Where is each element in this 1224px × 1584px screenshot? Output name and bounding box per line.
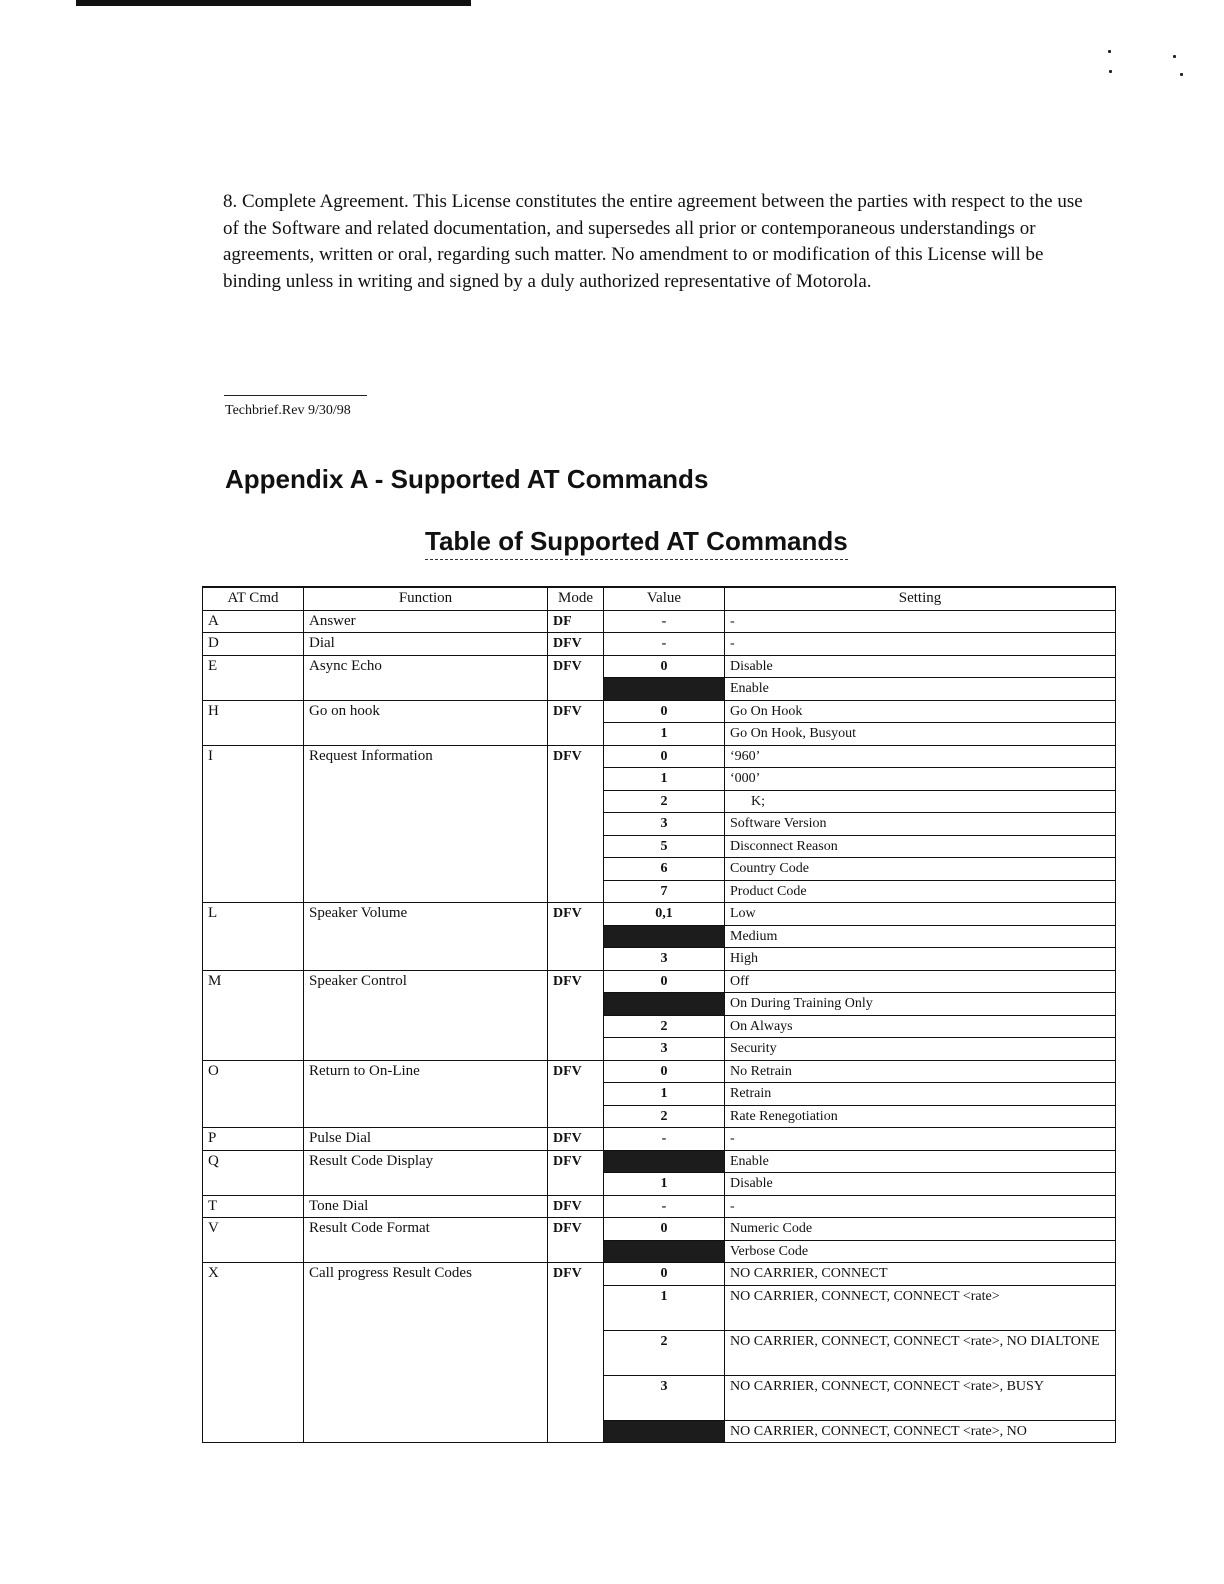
header-at-cmd: AT Cmd — [203, 587, 304, 610]
setting-cell: On During Training Only — [725, 993, 1116, 1016]
mode-cell: DFV — [548, 1195, 604, 1218]
setting-cell: Go On Hook, Busyout — [725, 723, 1116, 746]
at-commands-table — [202, 586, 1116, 1443]
setting-cell: Go On Hook — [725, 700, 1116, 723]
value-cell-shaded — [604, 993, 725, 1016]
value-cell: 1 — [604, 768, 725, 791]
table-row — [203, 1128, 1116, 1151]
setting-cell: On Always — [725, 1015, 1116, 1038]
value-cell: 0 — [604, 1218, 725, 1241]
scan-top-bar — [76, 0, 471, 6]
function-cell: Pulse Dial — [304, 1128, 548, 1151]
footnote-rule — [224, 395, 367, 396]
at-cmd-cell: D — [203, 633, 304, 656]
table-row — [203, 610, 1116, 633]
at-cmd-cell: T — [203, 1195, 304, 1218]
value-cell: 0 — [604, 1263, 725, 1286]
value-cell-shaded — [604, 1150, 725, 1173]
function-cell: Speaker Control — [304, 970, 548, 1060]
value-cell: 0 — [604, 655, 725, 678]
setting-cell: - — [725, 610, 1116, 633]
value-cell: 0 — [604, 700, 725, 723]
value-cell: 3 — [604, 1038, 725, 1061]
setting-cell: NO CARRIER, CONNECT, CONNECT <rate>, NO DIALTONE — [725, 1330, 1116, 1375]
at-cmd-cell: X — [203, 1263, 304, 1443]
table-title: Table of Supported AT Commands — [425, 526, 848, 560]
value-cell: 3 — [604, 813, 725, 836]
setting-cell: Disconnect Reason — [725, 835, 1116, 858]
function-cell: Call progress Result Codes — [304, 1263, 548, 1443]
mode-cell: DFV — [548, 1060, 604, 1128]
setting-cell: - — [725, 1128, 1116, 1151]
mode-cell: DFV — [548, 970, 604, 1060]
mode-cell: DFV — [548, 700, 604, 745]
setting-cell: Rate Renegotiation — [725, 1105, 1116, 1128]
table-row — [203, 1195, 1116, 1218]
complete-agreement-paragraph: 8. Complete Agreement. This License constitutes the entire agreement between the parties with respect to the use of the Software and related documentation, and supersedes all prior or contemporaneous understandings or agreements, written or oral, regarding such matter. No amendment to or modification of this License will be binding unless in writing and signed by a duly authorized representative of Motorola. — [223, 191, 1083, 292]
setting-cell: Security — [725, 1038, 1116, 1061]
at-cmd-cell: L — [203, 903, 304, 971]
setting-cell: Numeric Code — [725, 1218, 1116, 1241]
setting-cell: High — [725, 948, 1116, 971]
table-row — [203, 633, 1116, 656]
scan-speck — [1173, 55, 1176, 58]
value-cell: 2 — [604, 1015, 725, 1038]
at-cmd-cell: I — [203, 745, 304, 903]
appendix-heading: Appendix A - Supported AT Commands — [225, 464, 709, 494]
setting-cell: ‘960’ — [725, 745, 1116, 768]
value-cell: 2 — [604, 1330, 725, 1375]
value-cell: 1 — [604, 1285, 725, 1330]
setting-cell: NO CARRIER, CONNECT, CONNECT <rate>, BUSY — [725, 1375, 1116, 1420]
at-cmd-cell: Q — [203, 1150, 304, 1195]
mode-cell: DFV — [548, 1128, 604, 1151]
setting-cell: Software Version — [725, 813, 1116, 836]
header-mode: Mode — [548, 587, 604, 610]
value-cell-shaded — [604, 678, 725, 701]
value-cell: 3 — [604, 1375, 725, 1420]
mode-cell: DFV — [548, 745, 604, 903]
function-cell: Result Code Display — [304, 1150, 548, 1195]
scan-speck — [1180, 73, 1183, 76]
value-cell: - — [604, 1195, 725, 1218]
at-cmd-cell: M — [203, 970, 304, 1060]
table-row — [203, 700, 1116, 723]
function-cell: Tone Dial — [304, 1195, 548, 1218]
value-cell: 0,1 — [604, 903, 725, 926]
scan-speck — [1109, 70, 1112, 73]
mode-cell: DFV — [548, 1218, 604, 1263]
table-row — [203, 745, 1116, 768]
at-cmd-cell: P — [203, 1128, 304, 1151]
setting-cell: K; — [725, 790, 1116, 813]
setting-cell: Country Code — [725, 858, 1116, 881]
value-cell-shaded — [604, 1420, 725, 1443]
setting-cell: Verbose Code — [725, 1240, 1116, 1263]
table-row — [203, 1218, 1116, 1241]
mode-cell: DFV — [548, 1150, 604, 1195]
value-cell: - — [604, 610, 725, 633]
setting-cell: - — [725, 1195, 1116, 1218]
mode-cell: DFV — [548, 903, 604, 971]
at-cmd-cell: E — [203, 655, 304, 700]
table-row — [203, 1263, 1116, 1286]
header-setting: Setting — [725, 587, 1116, 610]
value-cell: 0 — [604, 970, 725, 993]
setting-cell: NO CARRIER, CONNECT, CONNECT <rate> — [725, 1285, 1116, 1330]
table-row — [203, 655, 1116, 678]
setting-cell: ‘000’ — [725, 768, 1116, 791]
setting-cell: Disable — [725, 1173, 1116, 1196]
scan-speck — [1108, 50, 1111, 53]
value-cell: 5 — [604, 835, 725, 858]
setting-cell: Disable — [725, 655, 1116, 678]
value-cell: 6 — [604, 858, 725, 881]
value-cell: - — [604, 1128, 725, 1151]
value-cell: 0 — [604, 1060, 725, 1083]
mode-cell: DFV — [548, 655, 604, 700]
value-cell: 2 — [604, 1105, 725, 1128]
table-row — [203, 903, 1116, 926]
mode-cell: DF — [548, 610, 604, 633]
function-cell: Request Information — [304, 745, 548, 903]
at-cmd-cell: V — [203, 1218, 304, 1263]
setting-cell: NO CARRIER, CONNECT — [725, 1263, 1116, 1286]
function-cell: Async Echo — [304, 655, 548, 700]
value-cell: 0 — [604, 745, 725, 768]
setting-cell: Low — [725, 903, 1116, 926]
value-cell: 1 — [604, 1083, 725, 1106]
value-cell-shaded — [604, 1240, 725, 1263]
setting-cell: Enable — [725, 1150, 1116, 1173]
header-function: Function — [304, 587, 548, 610]
header-value: Value — [604, 587, 725, 610]
setting-cell: Retrain — [725, 1083, 1116, 1106]
table-header-row — [203, 587, 1116, 610]
function-cell: Dial — [304, 633, 548, 656]
function-cell: Go on hook — [304, 700, 548, 745]
setting-cell: NO CARRIER, CONNECT, CONNECT <rate>, NO — [725, 1420, 1116, 1443]
at-cmd-cell: H — [203, 700, 304, 745]
setting-cell: Medium — [725, 925, 1116, 948]
value-cell: 2 — [604, 790, 725, 813]
table-row — [203, 1150, 1116, 1173]
table-row — [203, 1060, 1116, 1083]
at-cmd-cell: A — [203, 610, 304, 633]
setting-cell: Product Code — [725, 880, 1116, 903]
function-cell: Result Code Format — [304, 1218, 548, 1263]
value-cell: - — [604, 633, 725, 656]
at-cmd-cell: O — [203, 1060, 304, 1128]
mode-cell: DFV — [548, 633, 604, 656]
value-cell: 7 — [604, 880, 725, 903]
table-row — [203, 970, 1116, 993]
function-cell: Answer — [304, 610, 548, 633]
function-cell: Speaker Volume — [304, 903, 548, 971]
mode-cell: DFV — [548, 1263, 604, 1443]
value-cell: 3 — [604, 948, 725, 971]
value-cell: 1 — [604, 1173, 725, 1196]
value-cell: 1 — [604, 723, 725, 746]
function-cell: Return to On-Line — [304, 1060, 548, 1128]
setting-cell: Enable — [725, 678, 1116, 701]
setting-cell: Off — [725, 970, 1116, 993]
revision-note: Techbrief.Rev 9/30/98 — [225, 403, 351, 418]
setting-cell: - — [725, 633, 1116, 656]
value-cell-shaded — [604, 925, 725, 948]
setting-cell: No Retrain — [725, 1060, 1116, 1083]
